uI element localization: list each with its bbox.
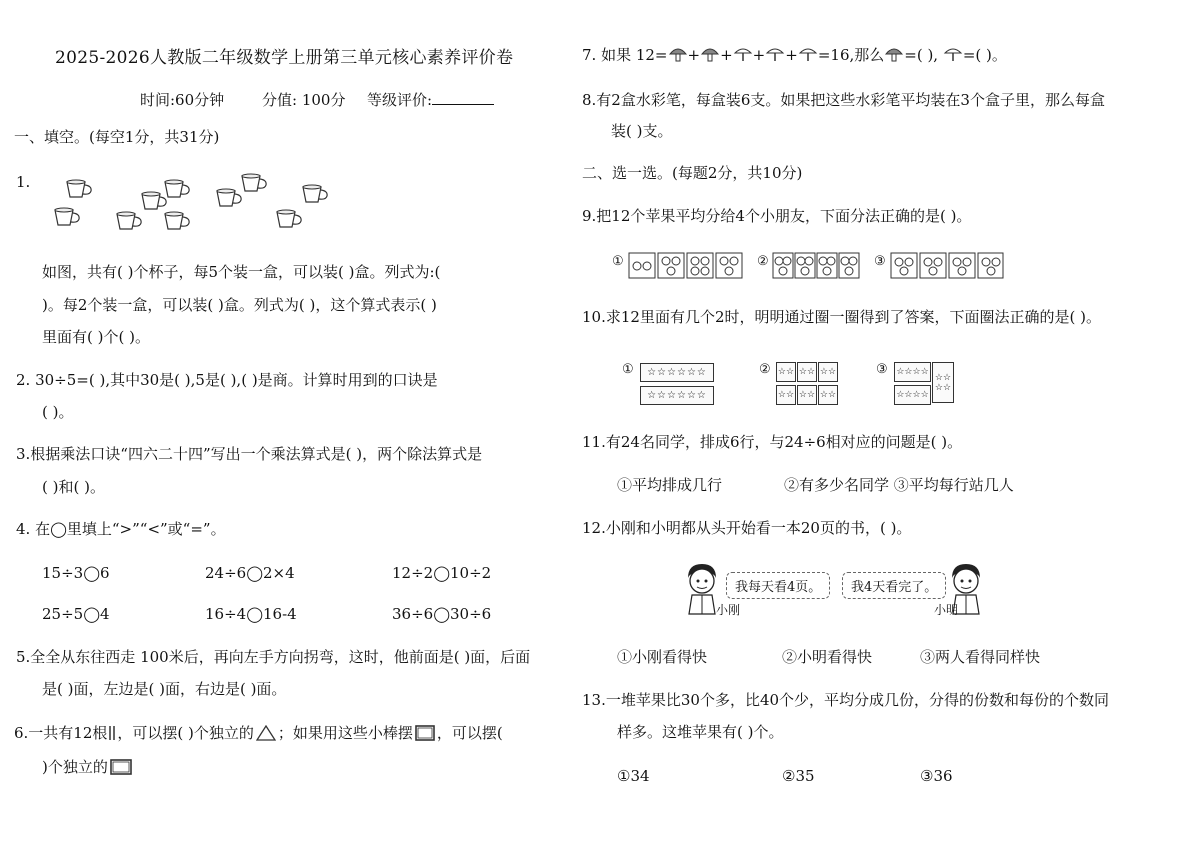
q6-line2 (42, 757, 132, 777)
q6-text: 6.一共有12根 (14, 724, 108, 742)
triangle-icon (256, 725, 276, 741)
star-group (818, 362, 838, 382)
cup-icon (165, 180, 189, 197)
section-choice-title: 二、选一选。(每题2分，共10分) (582, 164, 803, 182)
q4-item: 24÷6◯2×4 (205, 564, 295, 582)
q9-line1: 9.把12个苹果平均分给4个小朋友，下面分法正确的是( )。 (582, 207, 972, 225)
cup-icon (303, 185, 327, 202)
q12-opt: ①小刚看得快 (617, 648, 708, 666)
star-icons: ☆☆☆☆☆☆ (647, 367, 707, 378)
q1-line1: 如图，共有( )个杯子，每5个装一盒，可以装( )盒。列式为:( (42, 263, 441, 281)
q13-opt: ③36 (920, 767, 953, 785)
q4-item: 16÷4◯16-4 (205, 605, 297, 623)
star-group (640, 386, 714, 405)
q12-opt: ②小明看得快 (782, 648, 873, 666)
star-icons: ☆☆ (777, 390, 795, 400)
q8-line2: 装( )支。 (611, 122, 673, 140)
star-icons: ☆☆ (934, 372, 952, 383)
q2-line1: 2. 30÷5=( ),其中30是( ),5是( ),( )是商。计算时用到的口诀是 (16, 371, 438, 389)
star-icons: ☆☆ (934, 382, 952, 393)
q4-item: 36÷6◯30÷6 (392, 605, 492, 623)
q2-line2: ( )。 (42, 403, 74, 421)
q9-option1-apples (628, 252, 744, 280)
star-group (818, 385, 838, 405)
q9-opt-label: ③ (874, 254, 886, 269)
umbrella-icon (943, 46, 963, 62)
star-icons: ☆☆☆☆ (896, 390, 929, 400)
section-fill-title: 一、填空。(每空1分，共31分) (14, 128, 220, 146)
star-icons: ☆☆☆☆☆☆ (647, 390, 707, 401)
grade-label: 等级评价: (367, 91, 433, 109)
star-group (894, 385, 931, 405)
cup-icon (67, 180, 91, 197)
page-title: 2025-2026人教版二年级数学上册第三单元核心素养评价卷 (55, 48, 514, 68)
exam-time: 时间:60分钟 (140, 91, 225, 109)
q6-text: )个独立的 (42, 758, 108, 776)
star-group (776, 362, 796, 382)
q4-item: 15÷3◯6 (42, 564, 110, 582)
speech-bubble-left: 我每天看4页。 (726, 572, 830, 599)
grade-blank[interactable] (432, 90, 494, 105)
star-group (797, 385, 817, 405)
star-group (894, 362, 931, 382)
q4-item: 25÷5◯4 (42, 605, 110, 623)
mushroom-icon (884, 46, 904, 62)
q11-line1: 11.有24名同学，排成6行，与24÷6相对应的问题是( )。 (582, 433, 963, 451)
cup-icon (242, 174, 266, 191)
cup-icon (165, 212, 189, 229)
speech-bubble-right: 我4天看完了。 (842, 572, 946, 599)
q13-line1: 13.一堆苹果比30个多，比40个少，平均分成几份，分得的份数和每份的个数同 (582, 691, 1110, 709)
q11-opt: ①平均排成几行 (617, 476, 723, 494)
star-group (776, 385, 796, 405)
q13-opt: ①34 (617, 767, 650, 785)
q4-item: 12÷2◯10÷2 (392, 564, 492, 582)
name-xiaoming: 小明 (934, 603, 959, 617)
q9-opt-label: ② (757, 254, 769, 269)
mushroom-icon (668, 46, 688, 62)
umbrella-icon (765, 46, 785, 62)
q1-line3: 里面有( )个( )。 (42, 328, 150, 346)
umbrella-icon (733, 46, 753, 62)
cup-icon (277, 210, 301, 227)
q6-text: ，可以摆( (436, 724, 503, 742)
q10-option3-groups (894, 362, 954, 405)
q5-line2: 是( )面，左边是( )面，右边是( )面。 (42, 680, 287, 698)
star-group (932, 362, 954, 403)
star-group (640, 363, 714, 382)
star-icons: ☆☆ (819, 367, 837, 377)
q13-opt: ②35 (782, 767, 815, 785)
exam-score: 分值: 100分 (262, 91, 346, 109)
q1-line2: )。每2个装一盒，可以装( )盒。列式为( )，这个算式表示( ) (42, 296, 437, 314)
exam-grade (367, 90, 494, 110)
star-icons: ☆☆ (798, 367, 816, 377)
q12-opt: ③两人看得同样快 (920, 648, 1041, 666)
q6-text: ；如果用这些小棒摆 (277, 724, 413, 742)
q8-line1: 8.有2盒水彩笔，每盒装6支。如果把这些水彩笔平均装在3个盒子里，那么每盒 (582, 91, 1105, 109)
star-icons: ☆☆ (777, 367, 795, 377)
q7-text: =16,那么 (817, 46, 885, 64)
q1-number: 1. (16, 173, 31, 191)
q9-opt-label: ① (612, 254, 624, 269)
star-icons: ☆☆ (819, 390, 837, 400)
q6-line1 (14, 723, 503, 743)
cup-icon (117, 212, 141, 229)
star-icons: ☆☆☆☆ (896, 367, 929, 377)
q7-text: 7. 如果 12= (582, 46, 668, 64)
q12-line1: 12.小刚和小明都从头开始看一本20页的书，( )。 (582, 519, 912, 537)
star-icons: ☆☆ (798, 390, 816, 400)
q10-option1-groups (640, 363, 714, 405)
q3-line1: 3.根据乘法口诀“四六二十四”写出一个乘法算式是( )，两个除法算式是 (16, 445, 483, 463)
q10-opt-label: ① (622, 362, 634, 377)
q10-line1: 10.求12里面有几个2时，明明通过圈一圈得到了答案，下面圈法正确的是( )。 (582, 308, 1101, 326)
q13-line2: 样多。这堆苹果有( )个。 (617, 723, 784, 741)
cups-figure (50, 170, 350, 232)
umbrella-icon (798, 46, 818, 62)
star-group (797, 362, 817, 382)
name-xiaogang: 小刚 (716, 603, 741, 617)
cup-icon (142, 192, 166, 209)
square-icon (415, 725, 435, 741)
cup-icon (55, 208, 79, 225)
q7-text: =( )。 (962, 46, 1007, 64)
q5-line1: 5.全全从东往西走 100米后，再向左手方向拐弯，这时，他前面是( )面，后面 (16, 648, 531, 666)
q6-text: ，可以摆( )个独立的 (117, 724, 254, 742)
q9-option2-apples (772, 252, 860, 280)
q3-line2: ( )和( )。 (42, 478, 105, 496)
q10-opt-label: ③ (876, 362, 888, 377)
q10-opt-label: ② (759, 362, 771, 377)
q9-option3-apples (890, 252, 1004, 280)
stick-icon (107, 725, 117, 741)
square-icon (110, 759, 132, 775)
cup-icon (217, 189, 241, 206)
q11-opt: ②有多少名同学 ③平均每行站几人 (784, 476, 1014, 494)
mushroom-icon (700, 46, 720, 62)
q10-option2-groups (776, 362, 838, 405)
q4-line1: 4. 在◯里填上“>”“<”或“=”。 (16, 520, 226, 538)
q7-text: =( ), (904, 46, 939, 64)
q7-line: 7. 如果 12= + + + + =16,那么 =( ), =( )。 (582, 46, 1007, 64)
